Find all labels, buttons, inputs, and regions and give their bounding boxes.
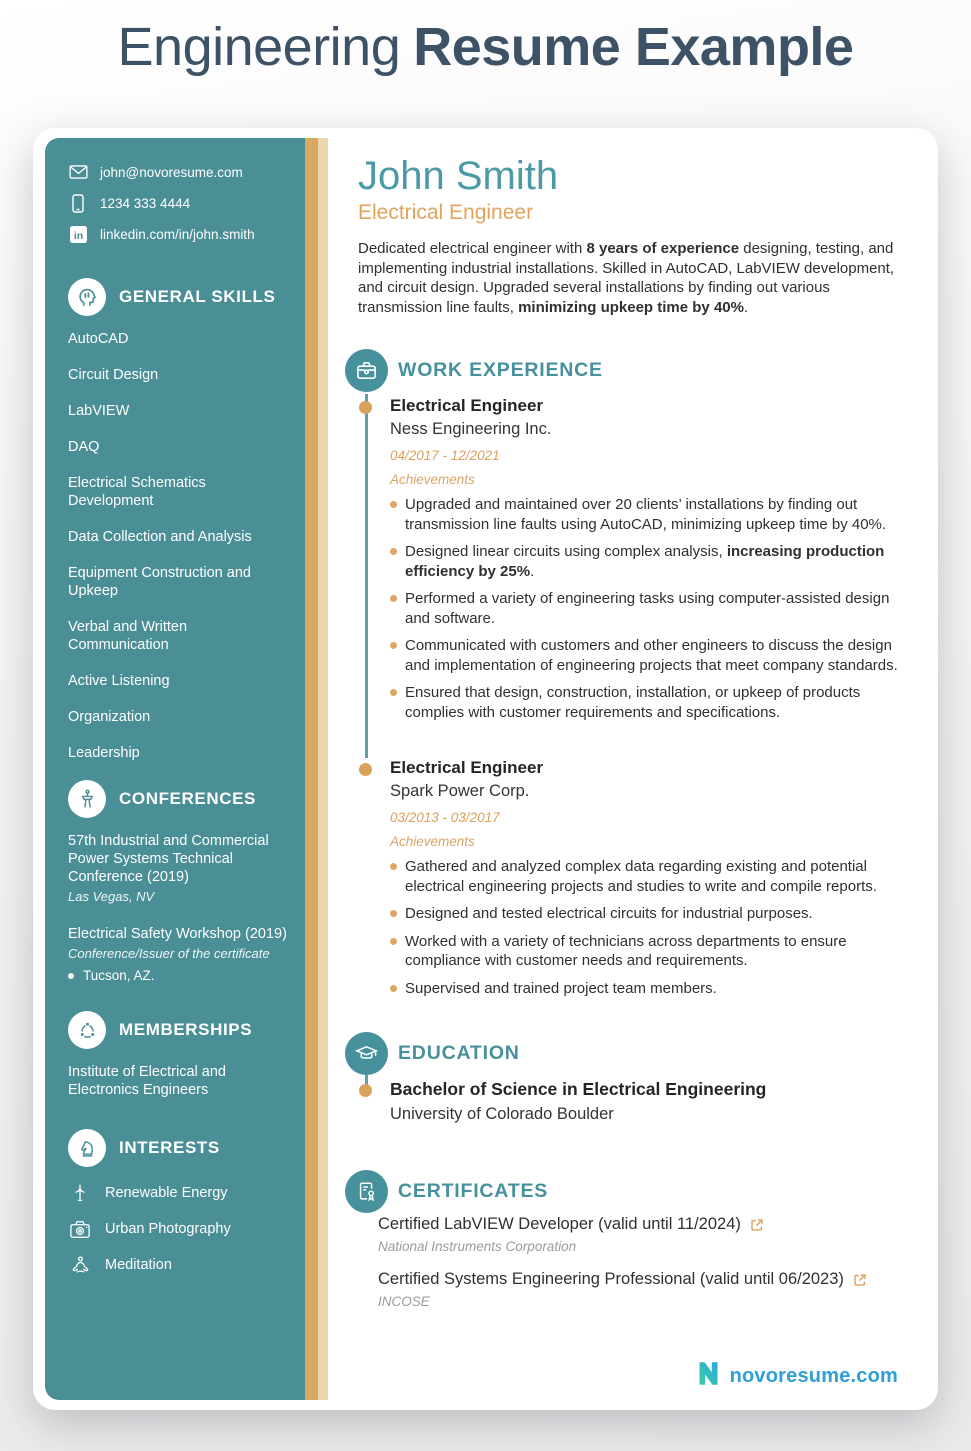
achievements-list: [390, 857, 903, 998]
conference-title: 57th Industrial and Commercial Power Systems Technical Conference (2019): [68, 833, 269, 885]
conference-location: Tucson, AZ.: [83, 968, 155, 983]
candidate-name: John Smith: [358, 154, 559, 198]
briefcase-icon: [345, 349, 388, 392]
summary-bold: minimizing upkeep time by 40%: [518, 298, 744, 316]
skill-item: AutoCAD: [68, 331, 129, 347]
job-entry: [345, 758, 911, 1006]
bullet-dot: [68, 973, 74, 979]
skill-item: Data Collection and Analysis: [68, 529, 252, 545]
achievement-text: Performed a variety of engineering tasks using computer-assisted design and software.: [405, 590, 890, 627]
timeline-dot: [359, 1084, 372, 1097]
certificates-header: [345, 1170, 548, 1213]
skill-item: Verbal and Written Communication: [68, 619, 188, 653]
interest-label: Meditation: [105, 1257, 172, 1273]
interests-heading: INTERESTS: [119, 1138, 220, 1157]
degree-title: Bachelor of Science in Electrical Engineering: [390, 1079, 767, 1099]
achievement-item: [390, 932, 903, 971]
education-entry: [345, 1079, 766, 1124]
bullet-dot: [390, 689, 397, 696]
bullet-dot: [390, 985, 397, 992]
interests-header: [68, 1129, 289, 1167]
achievement-item: [390, 495, 903, 534]
podium-icon: [68, 780, 106, 818]
achievement-text: Designed linear circuits using complex analysis,: [405, 543, 727, 560]
education-heading: EDUCATION: [398, 1042, 520, 1064]
achievement-text: Gathered and analyzed complex data regarding existing and potential electrical engineering projects and studies to write and compile reports.: [405, 858, 877, 895]
conference-item: [68, 832, 289, 905]
skill-item: Organization: [68, 709, 151, 725]
bullet-dot: [390, 548, 397, 555]
conferences-header: [68, 780, 289, 818]
conference-title: Electrical Safety Workshop (2019): [68, 926, 287, 942]
work-experience-heading: WORK EXPERIENCE: [398, 359, 603, 381]
achievement-item: [390, 636, 903, 675]
page-title-regular: Engineering: [117, 17, 401, 77]
interest-item: [68, 1217, 289, 1241]
general-skills-header: [68, 278, 289, 316]
certificate-icon: [345, 1170, 388, 1213]
camera-icon: [68, 1220, 92, 1239]
sidebar: [45, 138, 305, 1400]
achievement-text: Upgraded and maintained over 20 clients’ installations by finding out transmission line faults using AutoCAD, minimizing upkeep time by 40%.: [405, 496, 887, 533]
bullet-dot: [390, 910, 397, 917]
certificate-title[interactable]: [378, 1215, 911, 1234]
contact-email-text: john@novoresume.com: [100, 164, 243, 180]
achievement-item: [390, 904, 903, 924]
linkedin-icon: [68, 226, 88, 243]
contact-linkedin-text: linkedin.com/in/john.smith: [100, 226, 255, 242]
bullet-dot: [390, 501, 397, 508]
email-icon: [68, 165, 88, 179]
timeline-dot: [359, 401, 372, 414]
skill-item: LabVIEW: [68, 403, 130, 419]
head-with-tools-icon: [68, 278, 106, 316]
job-entry: [345, 396, 911, 730]
job-company: Ness Engineering Inc.: [390, 420, 552, 438]
interest-label: Urban Photography: [105, 1221, 231, 1237]
network-nodes-icon: [68, 1011, 106, 1049]
bullet-dot: [390, 642, 397, 649]
certificate-title-text: Certified Systems Engineering Professional (valid until 06/2023): [378, 1270, 844, 1288]
work-experience-header: [345, 349, 603, 392]
achievement-bold: increasing production efficiency by 25%: [405, 543, 885, 580]
membership-item: Institute of Electrical and Electronics Engineers: [68, 1064, 226, 1098]
bullet-dot: [390, 938, 397, 945]
certificate-title[interactable]: [378, 1270, 911, 1289]
summary-text: designing, testing, and implementing industrial installations. Skilled in AutoCAD, LabVIEW development, and circuit design. Upgraded several installations by finding out various transmission line faults,: [358, 240, 895, 316]
achievement-text: Worked with a variety of technicians across departments to ensure compliance with customer needs and requirements.: [405, 932, 847, 969]
phone-icon: [68, 194, 88, 213]
certificate-title-text: Certified LabVIEW Developer (valid until 11/2024): [378, 1215, 741, 1233]
external-link-icon[interactable]: [853, 1273, 867, 1287]
contact-email: [68, 162, 289, 182]
conferences-heading: CONFERENCES: [119, 789, 256, 808]
achievement-text: .: [530, 562, 535, 580]
wind-turbine-icon: [68, 1182, 92, 1204]
job-title: Electrical Engineer: [390, 396, 544, 415]
interest-label: Renewable Energy: [105, 1185, 228, 1201]
conference-location-bullet: [68, 968, 289, 983]
school-name: University of Colorado Boulder: [390, 1105, 614, 1123]
memberships-heading: MEMBERSHIPS: [119, 1020, 253, 1039]
general-skills-heading: GENERAL SKILLS: [119, 287, 276, 306]
job-dates: 04/2017 - 12/2021: [390, 448, 500, 463]
conference-item: [68, 925, 289, 983]
summary-paragraph: [358, 239, 909, 317]
achievement-text: Supervised and trained project team members.: [405, 979, 717, 997]
skill-item: Electrical Schematics Development: [68, 475, 206, 509]
conference-issuer: Conference/Issuer of the certificate: [68, 946, 270, 961]
achievement-text: Designed and tested electrical circuits for industrial purposes.: [405, 905, 813, 922]
resume-card: [33, 128, 938, 1410]
conference-location: Las Vegas, NV: [68, 889, 155, 904]
achievement-text: Ensured that design, construction, installation, or upkeep of products complies with customer requirements and specifications.: [405, 684, 861, 721]
timeline-dot: [359, 763, 372, 776]
achievements-label: Achievements: [390, 472, 475, 487]
page-title: [0, 16, 971, 78]
bullet-dot: [390, 863, 397, 870]
interest-item: [68, 1253, 289, 1277]
summary-text: .: [743, 298, 749, 316]
skill-item: Leadership: [68, 745, 140, 761]
summary-text: Dedicated electrical engineer with: [358, 240, 587, 257]
achievement-item: [390, 857, 903, 896]
bullet-dot: [390, 595, 397, 602]
resume-main: [345, 128, 911, 1410]
accent-stripe-dark: [305, 138, 318, 1400]
achievement-item: [390, 979, 903, 999]
job-company: Spark Power Corp.: [390, 782, 530, 800]
interest-item: [68, 1181, 289, 1205]
meditation-icon: [68, 1255, 92, 1276]
certificate-entry: [378, 1270, 911, 1309]
job-dates: 03/2013 - 03/2017: [390, 810, 500, 825]
novoresume-n-mark-icon: [695, 1360, 722, 1392]
candidate-job-title: Electrical Engineer: [358, 201, 534, 224]
svg-text:in: in: [73, 229, 83, 242]
achievements-list: [390, 495, 903, 722]
achievement-item: [390, 683, 903, 722]
novoresume-logo[interactable]: [695, 1360, 898, 1392]
skill-item: Circuit Design: [68, 367, 159, 383]
achievement-text: Communicated with customers and other engineers to discuss the design and implementation of engineering projects that meet company standards.: [405, 637, 898, 674]
achievement-item: [390, 542, 903, 581]
contact-phone-text: 1234 333 4444: [100, 195, 191, 211]
job-title: Electrical Engineer: [390, 758, 544, 777]
achievement-item: [390, 589, 903, 628]
contact-linkedin[interactable]: [68, 224, 289, 244]
contact-phone: [68, 193, 289, 213]
skill-item: Equipment Construction and Upkeep: [68, 565, 251, 599]
certificate-issuer: INCOSE: [378, 1294, 430, 1309]
skill-item: DAQ: [68, 439, 100, 455]
summary-bold: 8 years of experience: [586, 240, 740, 257]
skill-item: Active Listening: [68, 673, 170, 689]
memberships-header: [68, 1011, 289, 1049]
page-title-bold: Resume Example: [413, 17, 854, 77]
accent-stripe-light: [318, 138, 328, 1400]
certificates-heading: CERTIFICATES: [398, 1180, 549, 1202]
certificate-issuer: National Instruments Corporation: [378, 1239, 577, 1254]
achievements-label: Achievements: [390, 834, 475, 849]
novoresume-logo-text: novoresume.com: [729, 1364, 898, 1387]
graduation-cap-icon: [345, 1032, 388, 1075]
external-link-icon[interactable]: [750, 1218, 764, 1232]
certificate-entry: [378, 1215, 911, 1254]
chess-knight-icon: [68, 1129, 106, 1167]
education-header: [345, 1032, 520, 1075]
